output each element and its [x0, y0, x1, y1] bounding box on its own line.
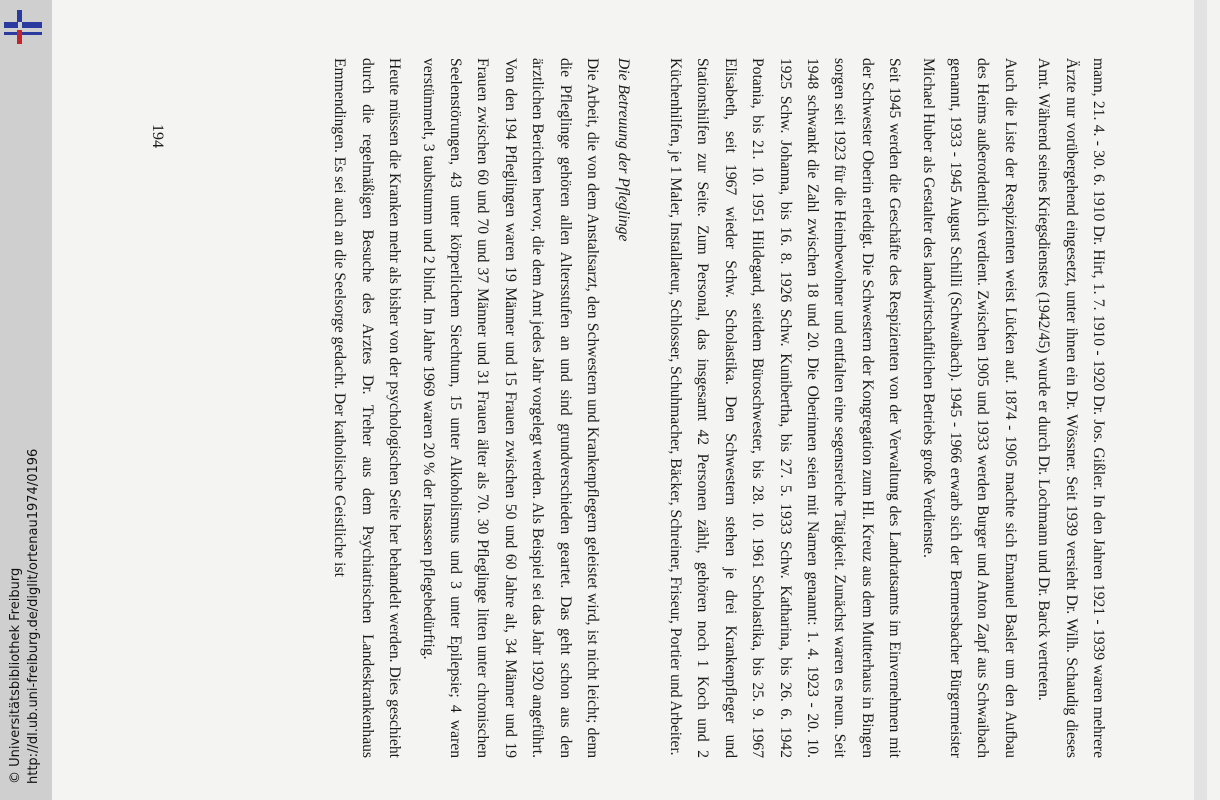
page-edge	[1194, 0, 1207, 800]
copyright-notice: © Universitätsbibliothek Freiburg	[8, 567, 23, 784]
source-url[interactable]: http://dl.ub.uni-freiburg.de/diglit/ortenau1974/0196	[26, 448, 41, 784]
paragraph-3: Seit 1945 werden die Geschäfte des Respizienten von der Verwaltung des Landratsamts im Einvernehmen mit der Schwester Oberin erledigt. Die Schwestern der Kongregation zum Hl. Kreuz aus dem Mutterhaus in Bingen sorgen seit 1923 für die Heimbewohner und entfalten eine segensreiche Tätigkeit. Zunächst waren es neun. Seit 1948 schwankt die Zahl zwischen 18 und 20. Die Oberinnen seien mit Namen genannt: 1. 4. 1923 - 20. 10. 1925 Schw. Johanna, bis 16. 8. 1926 Schw. Kunibertha, bis 27. 5. 1933 Schw. Katharina, bis 26. 6. 1942 Potania, bis 21. 10. 1951 Hildegard, seitdem Büroschwester, bis 28. 10. 1961 Scholastika, bis 25. 9. 1967 Elisabeth, seit 1967 wieder Schw. Scholastika. Den Schwestern stehen je drei Krankenpfleger und Stationshilfen zur Seite. Zum Personal, das insgesamt 42 Personen zählt, gehören noch 1 Koch und 2 Küchenhilfen, je 1 Maler, Installateur, Schlosser, Schuhmacher, Bäcker, Schreiner, Friseur, Portier und Arbeiter.	[666, 58, 904, 758]
paragraph-2: Auch die Liste der Respizienten weist Lücken auf. 1874 - 1905 machte sich Emanuel Basler um den Aufbau des Heims außerordentlich verdient. Zwischen 1905 und 1933 werden Burger und Anton Zapf aus Schwaibach genannt, 1933 - 1945 August Schilli (Schwaibach). 1945 - 1966 erwarb sich der Bermersbacher Bürgermeister Michael Huber als Gestalter des landwirtschaftlichen Betriebs große Verdienste.	[919, 58, 1019, 758]
paragraph-5: Heute müssen die Kranken mehr als bisher von der psychologischen Seite her behandelt werden. Dies geschieht durch die regelmäßigen Besuche des Arztes Dr. Treher aus dem Psychiatrischen Landeskrankenhaus Emmendingen. Es sei auch an die Seelsorge gedacht. Der katholische Geistliche ist	[331, 58, 404, 758]
section-heading: Die Betreuung der Pfleglinge	[615, 58, 633, 242]
page-number: 194	[149, 124, 166, 148]
paragraph-4: Die Arbeit, die von dem Anstaltsarzt, den Schwestern und Krankenpflegern geleistet wird, ist nicht leicht; denn die Pfleglinge gehören allen Altersstufen an und sind grundverschieden geartet. Das geht schon aus den ärztlichen Berichten hervor, die dem Amt jedes Jahr vorgelegt werden. Als Beispiel sei das Jahr 1920 angeführt. Von den 194 Pfleglingen waren 19 Männer und 15 Frauen zwischen 50 und 60 Jahre alt, 34 Männer und 19 Frauen zwischen 60 und 70 und 37 Männer und 31 Frauen älter als 70. 30 Pfleglinge litten unter chronischen Seelenstörungen, 43 unter körperlichem Siechtum, 15 unter Alkoholismus und 3 unter Epilepsie; 4 waren verstümmelt, 3 taubstumm und 2 blind. Im Jahre 1969 waren 20 % der Insassen pflegebedürftig.	[419, 58, 602, 758]
credits	[0, 0, 52, 800]
rotated-document-page	[127, 58, 1112, 758]
left-sidebar	[0, 0, 52, 800]
paragraph-1: mann, 21. 4. - 30. 6. 1910 Dr. Hirt, 1. 7. 1910 - 1920 Dr. Jos. Gißler. In den Jahren 1921 - 1939 waren mehrere Ärzte nur vorübergehend eingesetzt, unter ihnen ein Dr. Wössner. Seit 1939 versieht Dr. Wilh. Schaudig dieses Amt. Während seines Kriegsdienstes (1942/45) wurde er durch Dr. Lochmann und Dr. Barck vertreten.	[1035, 58, 1107, 758]
